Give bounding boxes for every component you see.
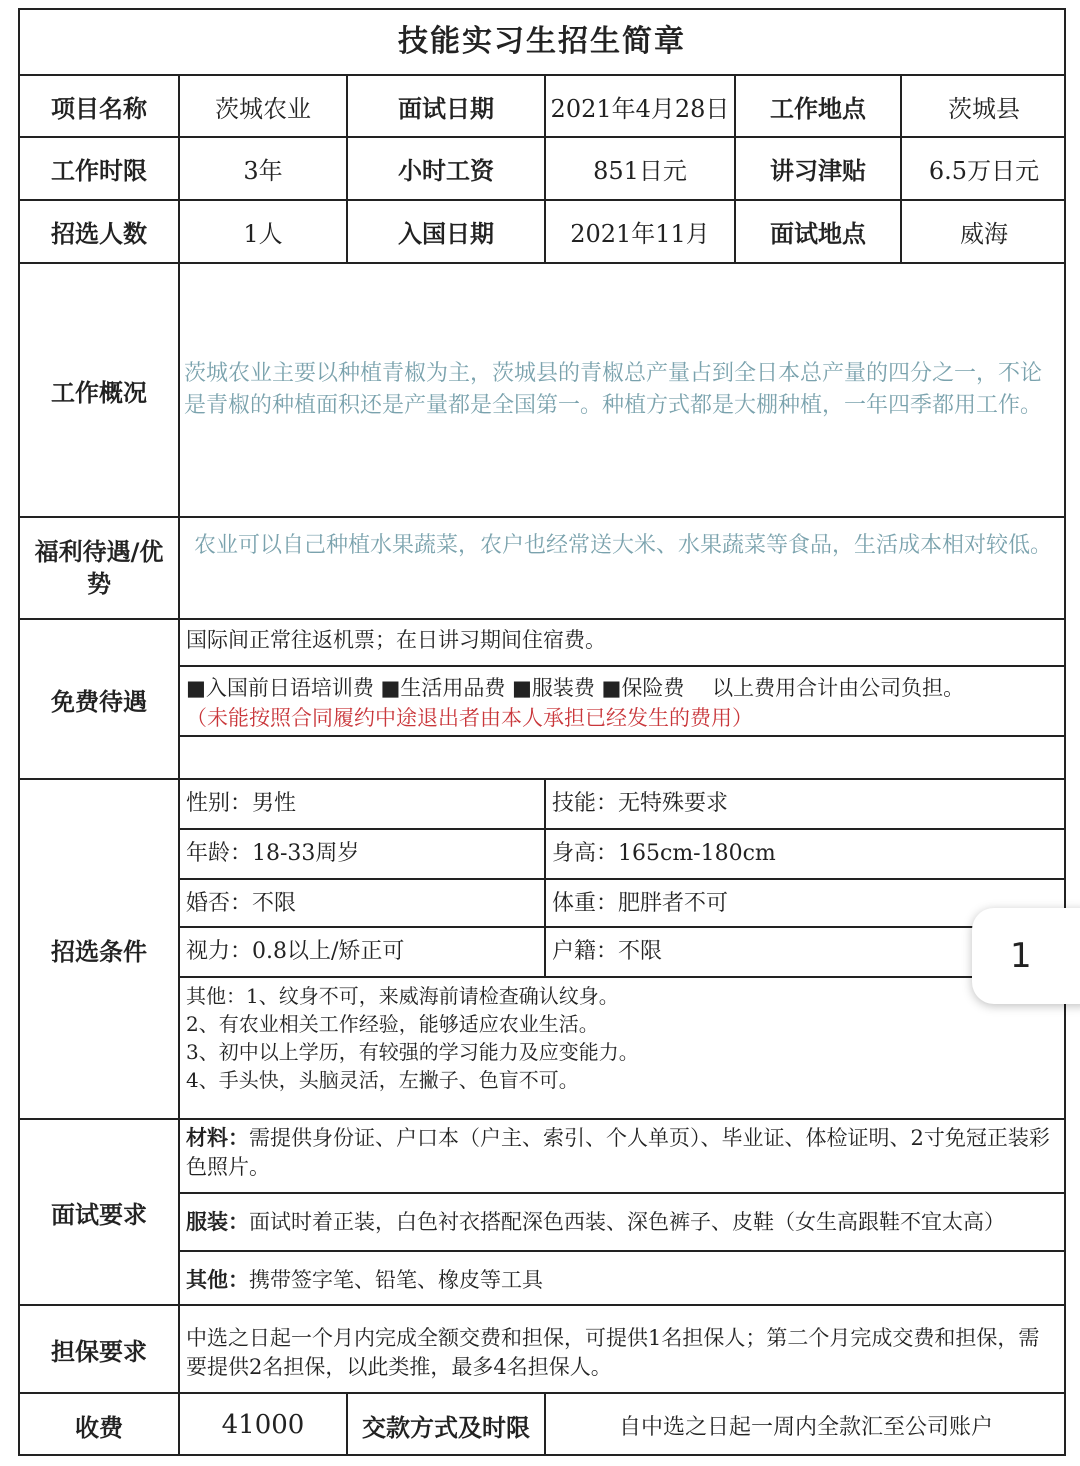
condition-item: 身高：165cm-180cm [546,830,1066,880]
info-value: 2021年4月28日 [546,76,736,138]
info-value: 茨城县 [902,76,1066,138]
payment-method-value: 自中选之日起一周内全款汇至公司账户 [618,1414,993,1440]
free-label: 免费待遇 [20,620,180,780]
info-label: 小时工资 [348,138,546,201]
brochure-table [18,8,1066,1456]
condition-item: 户籍：不限 [546,928,1066,978]
condition-other-line: 其他：1、纹身不可，来威海前请检查确认纹身。 [186,984,619,1008]
benefits-label: 福利待遇/优势 [20,518,180,620]
info-value: 1人 [180,201,348,264]
info-label: 讲习津贴 [736,138,902,201]
fee-value: 41000 [180,1394,348,1456]
info-value: 茨城农业 [180,76,348,138]
info-label: 面试日期 [348,76,546,138]
info-value: 6.5万日元 [902,138,1066,201]
payment-method-label: 交款方式及时限 [348,1394,546,1456]
interview-label: 面试要求 [20,1120,180,1306]
info-label: 入国日期 [348,201,546,264]
info-label: 工作地点 [736,76,902,138]
info-value: 威海 [902,201,1066,264]
condition-item: 性别：男性 [180,780,546,830]
free-line-1: 国际间正常往返机票；在日讲习期间住宿费。 [186,628,606,652]
condition-other-line: 2、有农业相关工作经验，能够适应农业生活。 [186,1012,599,1036]
benefits-cell [180,518,1066,620]
interview-materials: 材料：需提供身份证、户口本（户主、索引、个人单页）、毕业证、体检证明、2寸免冠正装彩色照片。 [186,1126,1050,1179]
condition-item: 视力：0.8以上/矫正可 [180,928,546,978]
interview-other: 其他：携带签字笔、铅笔、橡皮等工具 [186,1268,543,1292]
condition-item: 体重：肥胖者不可 [546,880,1066,928]
conditions-other [180,978,1066,1118]
interview-dress: 服装：面试时着正装，白色衬衣搭配深色西装、深色裤子、皮鞋（女生高跟鞋不宜太高） [186,1210,1005,1234]
condition-other-line: 4、手头快，头脑灵活，左撇子、色盲不可。 [186,1068,579,1092]
condition-other-line: 3、初中以上学历，有较强的学习能力及应变能力。 [186,1040,639,1064]
info-label: 工作时限 [20,138,180,201]
overview-text: 茨城农业主要以种植青椒为主，茨城县的青椒总产量占到全日本总产量的四分之一，不论是青椒的种植面积还是产量都是全国第一。种植方式都是大棚种植，一年四季都用工作。 [184,361,1043,418]
info-label: 招选人数 [20,201,180,264]
guarantee-label: 担保要求 [20,1306,180,1394]
page-title: 技能实习生招生简章 [20,10,1064,76]
conditions-label: 招选条件 [20,780,180,1120]
info-value: 3年 [180,138,348,201]
info-label: 面试地点 [736,201,902,264]
condition-item: 年龄：18-33周岁 [180,830,546,880]
condition-item: 技能：无特殊要求 [546,780,1066,830]
free-line-3: （未能按照合同履约中途退出者由本人承担已经发生的费用） [186,706,753,730]
condition-item: 婚否：不限 [180,880,546,928]
info-value: 851日元 [546,138,736,201]
guarantee-text: 中选之日起一个月内完成全额交费和担保，可提供1名担保人；第二个月完成交费和担保，需要提供2名担保，以此类推，最多4名担保人。 [186,1326,1040,1379]
info-value: 2021年11月 [546,201,736,264]
benefits-text: 农业可以自己种植水果蔬菜，农户也经常送大米、水果蔬菜等食品，生活成本相对较低。 [193,533,1052,558]
free-line-2: ■入国前日语培训费 ■生活用品费 ■服装费 ■保险费 以上费用合计由公司负担。 [186,676,965,700]
info-label: 项目名称 [20,76,180,138]
page-number-badge[interactable]: 1 [972,908,1080,1004]
overview-cell [180,264,1066,518]
fee-label: 收费 [20,1394,180,1456]
overview-label: 工作概况 [20,264,180,518]
